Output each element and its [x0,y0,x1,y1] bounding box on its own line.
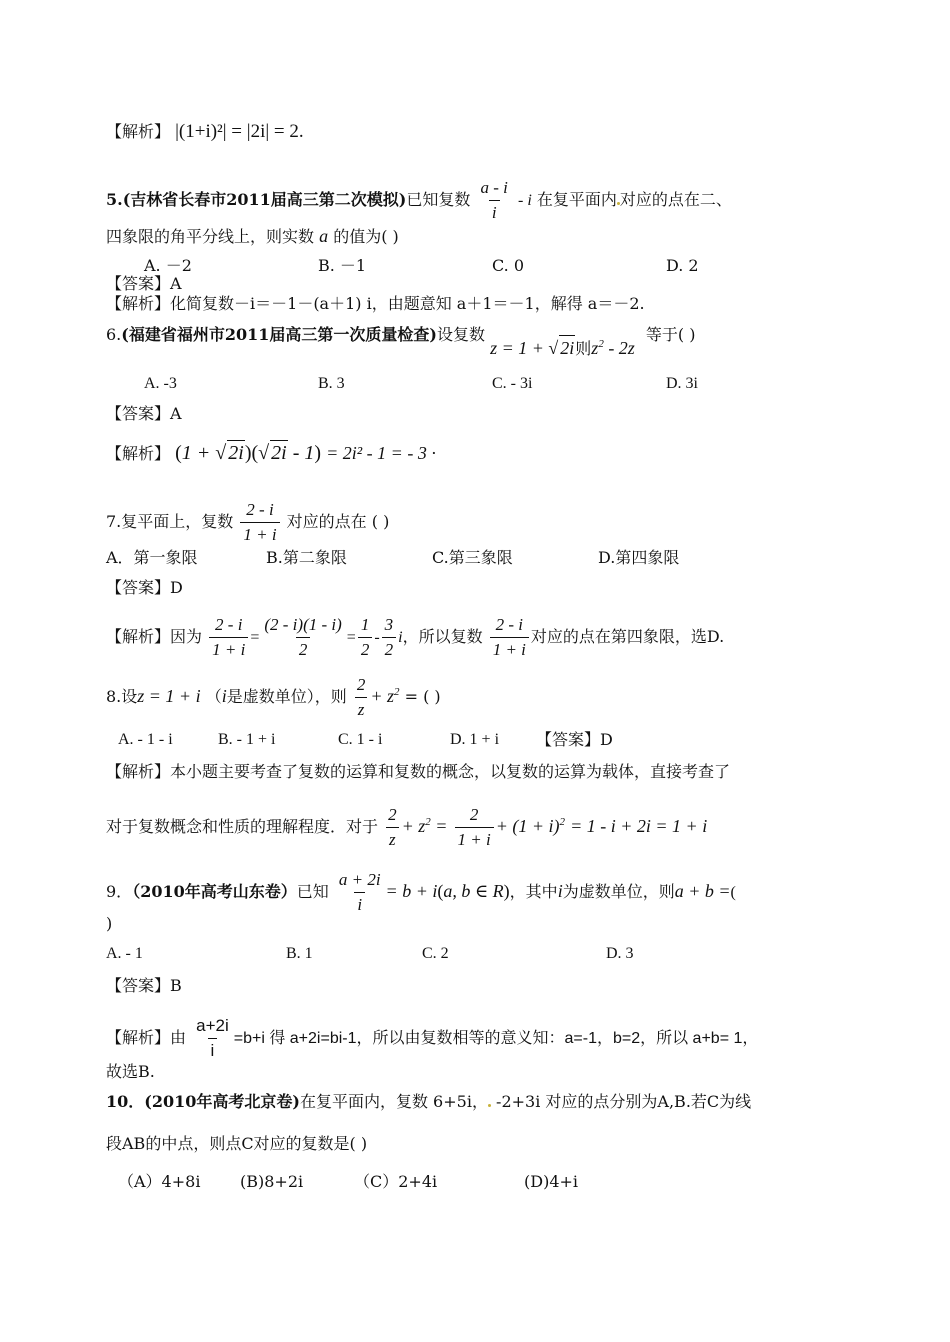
q5-stem-line2: 四象限的角平分线上，则实数 [106,227,315,246]
q5-stem-a: 已知复数 [406,190,471,209]
q8-analysis-line1: 本小题主要考查了复数的运算和复数的概念，以复数的运算为载体，直接考查了 [170,762,731,781]
q7-analysis: 【解析】因为 $\frac{2 - i}{1 + i}$ = $\frac{(2 - i)(1 - i)}{2}$ = $\frac{1}{2}$ - $\frac{3}{2}$ i，所以复数 $\frac{2 - i}{1 + i}$ 对应的点在第四象限，选D. [106,615,725,659]
q7-analysis-frac4: $\frac{3}{2}$ [382,615,397,660]
q7-stem [106,500,389,545]
q6-analysis-tail: = 2i² - 1 = - 3 · [326,443,436,463]
q10-option-d: (D)4+i [524,1172,579,1191]
q8-analysis-tail: = 1 - i + 2i = 1 + i [570,816,708,836]
q7-analysis-a: 因为 [170,627,203,646]
q5-stem-line2-end: 的值为( ) [333,227,399,246]
q8-answer-inline: 【答案】D [536,730,613,749]
q9-analysis [106,1016,758,1061]
q7-analysis-frac1: $\frac{2 - i}{1 + i}$ [209,615,248,660]
q4-analysis-expression: |(1+i)²| = |2i| = 2. [175,121,304,142]
q5-stem-c: 对应的点在二、 [619,190,732,209]
q9-option-d: D. 3 [606,945,634,962]
q5-minus-i: - i [517,192,532,209]
q7-analysis-frac3: $\frac{1}{2}$ [358,615,373,660]
q5-stem-b: 在复平面内 [536,190,617,209]
q6-option-a: A. -3 [144,375,177,392]
q10-stem-b: -2+3i 对应的点分别为A,B.若C为线 [490,1092,752,1111]
q9-option-a: A. - 1 [106,945,143,962]
q8-i: i [221,686,227,706]
q6-analysis [106,440,436,466]
q5-option-b: B. －1 [318,256,367,275]
q9-stem-a: 已知 [296,882,329,901]
q9-option-c: C. 2 [422,945,449,962]
q6-option-b: B. 3 [318,375,345,392]
q9-answer-value: B [170,976,182,995]
q10-option-b: (B)8+2i [240,1172,304,1191]
q9-source: （2010年高考山东卷） [132,882,297,901]
analysis-label: 【解析】 [106,1028,171,1047]
q9-stem-b: ，其中 [509,882,558,901]
q6-option-c: C. - 3i [492,375,533,392]
analysis-label: 【解析】 [106,122,171,141]
q5-stem-line2 [106,224,399,249]
q5-stem-line1 [106,178,732,223]
q8-analysis-line2: 对于复数概念和性质的理解程度．对于 $\frac{2}{z}$ + $z^2$ = $\frac{2}{1 + i}$ + $(1 + i)^2 = 1 - i + 2i = 1 + i$ [106,805,708,849]
answer-label: 【答案】 [106,404,171,423]
answer-label: 【答案】 [106,578,171,597]
q9-stem-c: 为虚数单位，则 [562,882,675,901]
q6-stem [106,318,696,358]
q8-option-c: C. 1 - i [338,731,383,748]
q4-analysis [106,120,304,144]
q8-stem-a: 8.设 [106,687,138,706]
q9-analysis-a: 由 [170,1028,187,1047]
q10-stem-line1 [106,1090,751,1114]
q7-stem-b: 对应的点在 ( ) [286,512,390,531]
analysis-label: 【解析】 [106,762,171,781]
q8-stem-b: （ [205,687,222,706]
q7-stem-a: 7.复平面上，复数 [106,512,234,531]
q9-fraction: $\frac{a + 2i}{i}$ [338,870,381,914]
q6-answer-value: A [170,404,182,423]
q8-stem: 8.设z = 1 + i （i是虚数单位），则 $\frac{2}{z}$ + $z^2$ = ( ) [106,675,441,719]
q10-option-a: （A）4+8i [118,1172,201,1191]
q8-option-a: A. - 1 - i [118,731,173,748]
q5-option-d: D. 2 [666,256,699,275]
q6-expr: z = 1 + √ 2i则$z^2 - 2z$ [490,338,635,358]
analysis-label: 【解析】 [106,294,171,313]
q7-option-a: A．第一象限 [106,548,198,567]
q5-analysis-text: 化简复数－i＝－1－(a＋1) i，由题意知 a＋1＝－1，解得 a＝－2. [170,294,645,313]
q6-stem-end: 等于( ) [645,325,696,344]
q8-analysis-frac2: $\frac{2}{1 + i}$ [455,805,494,850]
q9-option-b: B. 1 [286,945,313,962]
q9-analysis-fraction: $\frac{a+2i}{i}$ [196,1016,229,1060]
q8-option-d: D. 1 + i [450,731,500,748]
q7-analysis-b: ，所以复数 [402,627,483,646]
q9-answer [106,974,182,998]
q5-var-a: a [319,226,329,246]
q10-number: 10． [106,1092,145,1111]
q8-analysis-frac1: $\frac{2}{z}$ [385,805,400,850]
q7-option-b: B.第二象限 [266,548,347,567]
q7-analysis-frac2: $\frac{(2 - i)(1 - i)}{2}$ [264,615,342,659]
q6-source: (福建省福州市2011届高三第一次质量检查) [121,325,437,344]
q7-fraction: $\frac{2 - i}{1 + i}$ [240,500,279,545]
q8-stem-c: 是虚数单位），则 [226,687,347,706]
q7-answer-value: D [170,578,183,597]
q5-option-c: C. 0 [492,256,525,275]
q9-analysis-b: =b+i 得 a+2i=bi-1，所以由复数相等的意义知：a=-1，b=2，所以 a+b= 1， [233,1030,759,1047]
q9-stem: 9．（2010年高考山东卷）已知 $\frac{a + 2i}{i}$ = b + i(a, b ∈ R)，其中i为虚数单位，则a + b =( [106,870,736,914]
q7-answer [106,576,183,600]
q8-option-b: B. - 1 + i [218,731,276,748]
q6-option-d: D. 3i [666,375,698,392]
q10-stem-line2: 段AB的中点，则点C对应的复数是( ) [106,1134,368,1153]
q8-analysis-line1 [106,760,730,784]
q8-z-def: z = 1 + i [137,686,201,706]
q7-option-d: D.第四象限 [598,548,680,567]
q6-analysis-expression: (1 + √ 2i)(√ 2i - 1) [175,442,322,464]
answer-label: 【答案】 [106,274,171,293]
answer-label: 【答案】 [106,976,171,995]
analysis-label: 【解析】 [106,627,171,646]
q10-option-c: （C）2+4i [354,1172,438,1191]
q8-fraction: $\frac{2}{z}$ [354,675,369,720]
q7-option-c: C.第三象限 [432,548,513,567]
q9-analysis-line2: 故选B. [106,1062,155,1081]
analysis-label: 【解析】 [106,444,171,463]
q8-analysis-line2: 对于复数概念和性质的理解程度．对于 [106,817,379,836]
q5-number: 5. [106,190,123,209]
q6-number: 6. [106,325,122,344]
q8-stem-d: = ( ) [404,687,441,706]
q10-stem-a: 在复平面内，复数 6+5i， [299,1092,488,1111]
q10-source: (2010年高考北京卷) [144,1092,300,1111]
q6-answer [106,402,182,426]
q7-analysis-c: 对应的点在第四象限，选D. [530,627,725,646]
q9-paren-close: ) [106,914,113,933]
q5-fraction: $\frac{a - i}{i}$ [480,178,508,222]
q5-answer-value: A [170,274,182,293]
q5-option-a: A. －2 [144,256,192,275]
q5-analysis [106,292,645,316]
q5-source: (吉林省长春市2011届高三第二次模拟) [122,190,407,209]
q9-number: 9． [106,882,133,901]
q7-analysis-frac5: $\frac{2 - i}{1 + i}$ [490,615,529,660]
q6-stem-a: 设复数 [436,325,485,344]
